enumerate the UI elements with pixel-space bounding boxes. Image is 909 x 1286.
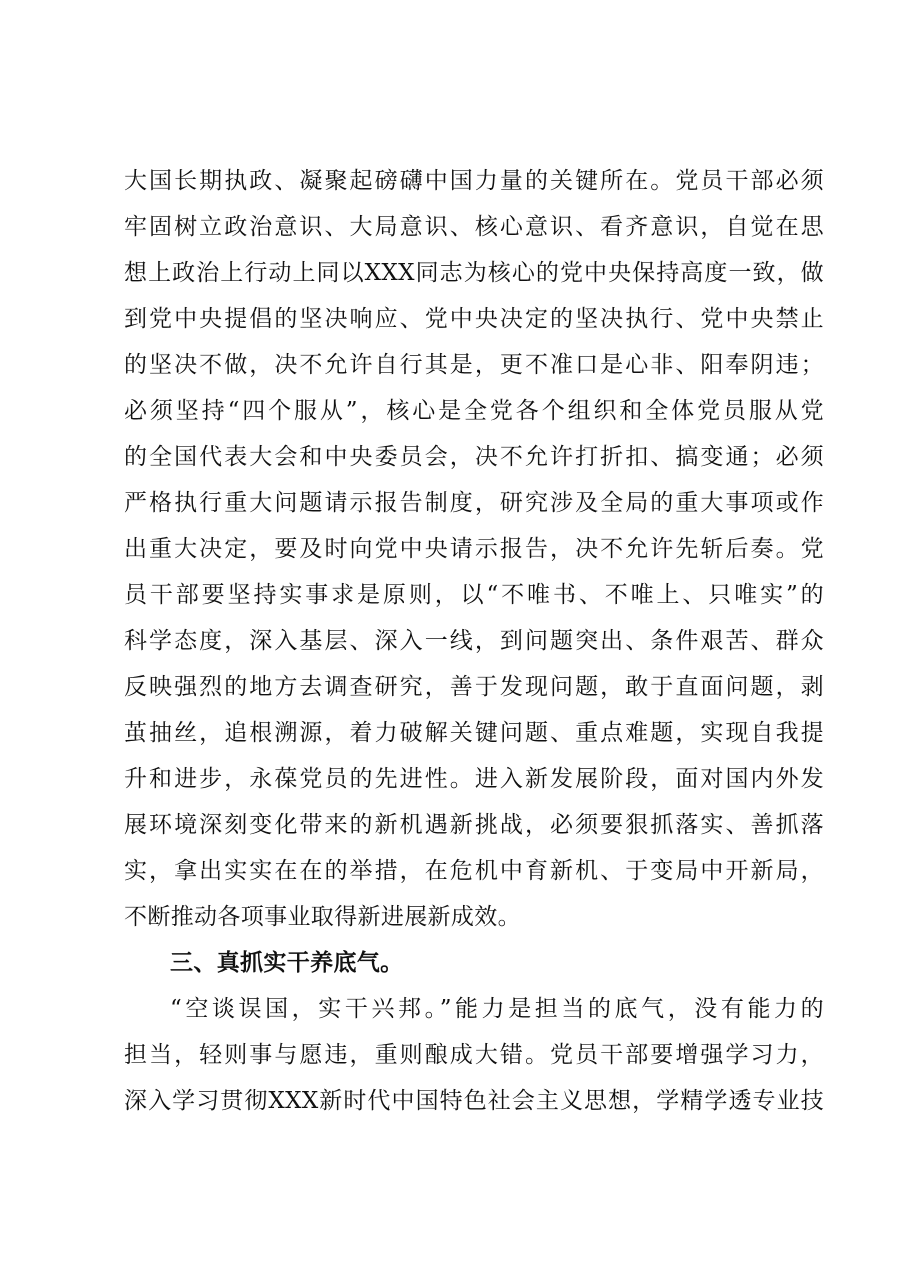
body-line: 必须坚持“四个服从”，核心是全党各个组织和全体党员服从党	[124, 398, 824, 424]
body-line: 展环境深刻变化带来的新机遇新挑战，必须要狠抓落实、善抓落	[124, 812, 824, 838]
body-line: 大国长期执政、凝聚起磅礴中国力量的关键所在。党员干部必须	[124, 168, 824, 194]
body-line: 的全国代表大会和中央委员会，决不允许打折扣、搞变通；必须	[124, 444, 824, 470]
body-line: 科学态度，深入基层、深入一线，到问题突出、条件艰苦、群众	[124, 628, 824, 654]
body-line: 实，拿出实实在在的举措，在危机中育新机、于变局中开新局，	[124, 858, 824, 884]
body-line: 到党中央提倡的坚决响应、党中央决定的坚决执行、党中央禁止	[124, 306, 824, 332]
body-line: 的坚决不做，决不允许自行其是，更不准口是心非、阳奉阴违；	[124, 352, 824, 378]
body-line: 反映强烈的地方去调查研究，善于发现问题，敢于直面问题，剥	[124, 674, 824, 700]
body-line: 严格执行重大问题请示报告制度，研究涉及全局的重大事项或作	[124, 490, 824, 516]
body-line: 升和进步，永葆党员的先进性。进入新发展阶段，面对国内外发	[124, 766, 824, 792]
body-line: 担当，轻则事与愿违，重则酿成大错。党员干部要增强学习力，	[124, 1042, 824, 1068]
body-line: 深入学习贯彻XXX新时代中国特色社会主义思想，学精学透专业技	[124, 1088, 824, 1114]
body-line: 不断推动各项事业取得新进展新成效。	[124, 904, 521, 930]
section-heading: 三、真抓实干养底气。	[170, 950, 404, 976]
body-line: “空谈误国，实干兴邦。”能力是担当的底气，没有能力的	[170, 996, 824, 1022]
body-line: 茧抽丝，追根溯源，着力破解关键问题、重点难题，实现自我提	[124, 720, 824, 746]
body-line: 牢固树立政治意识、大局意识、核心意识、看齐意识，自觉在思	[124, 214, 824, 240]
body-line: 员干部要坚持实事求是原则，以“不唯书、不唯上、只唯实”的	[124, 582, 824, 608]
body-line: 想上政治上行动上同以XXX同志为核心的党中央保持高度一致，做	[124, 260, 824, 286]
body-line: 出重大决定，要及时向党中央请示报告，决不允许先斩后奏。党	[124, 536, 824, 562]
document-body	[124, 158, 824, 1124]
